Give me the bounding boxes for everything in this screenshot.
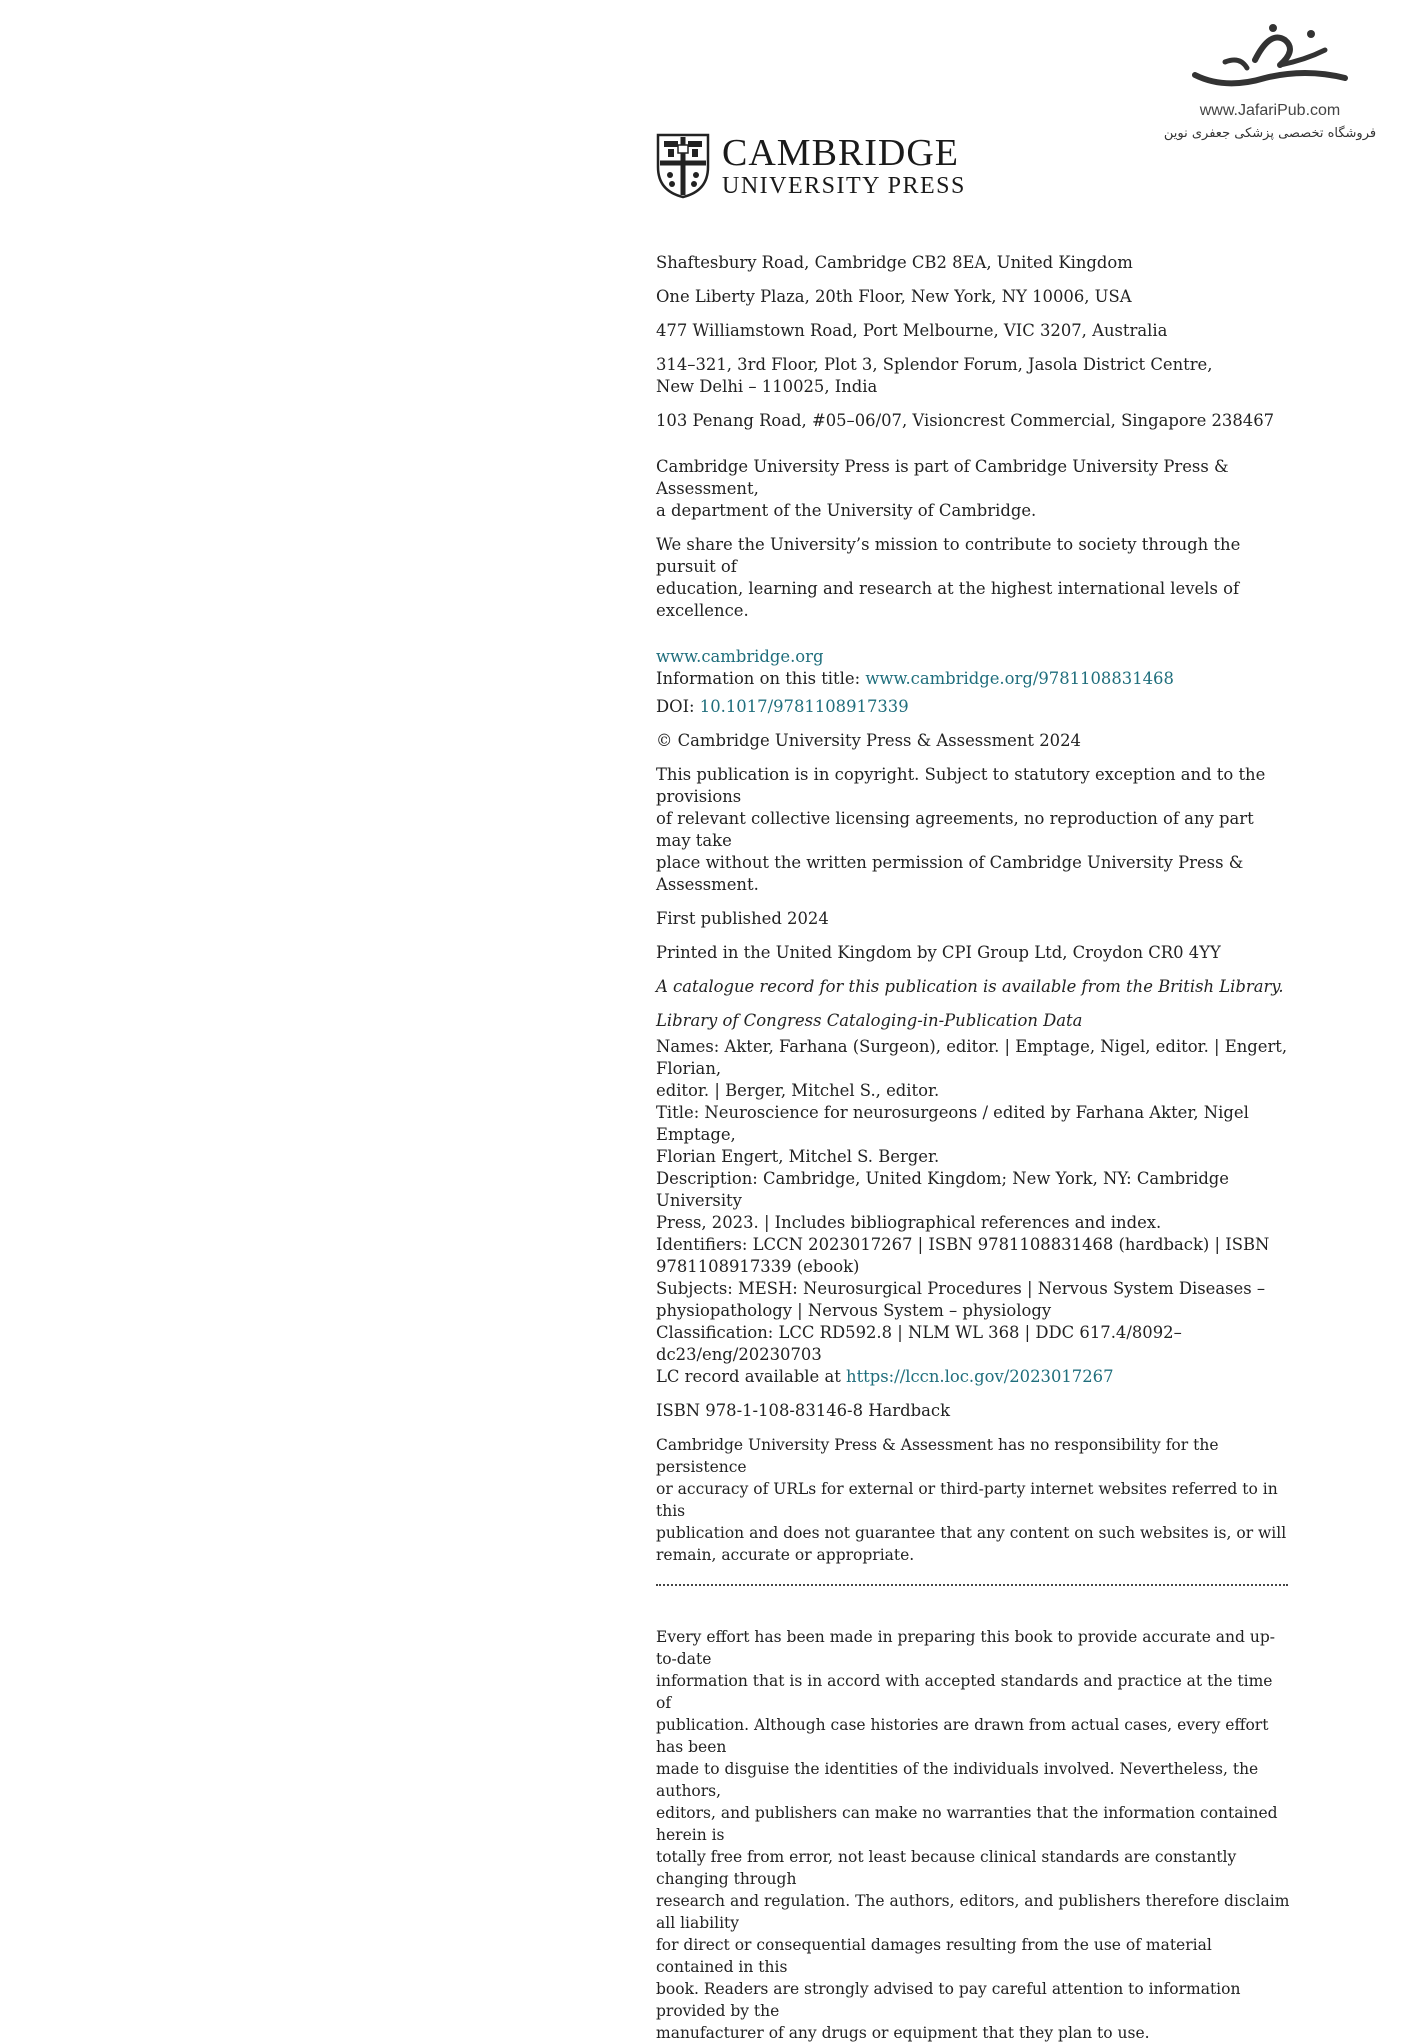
- watermark-store-name: فروشگاه تخصصی پزشکی جعفری نوین: [1163, 126, 1377, 141]
- info-title-link[interactable]: www.cambridge.org/9781108831468: [865, 669, 1174, 688]
- copyright-notice-line2: of relevant collective licensing agreements, no reproduction of any part may take: [656, 809, 1254, 850]
- isbn-hardback: ISBN 978-1-108-83146-8 Hardback: [656, 1401, 950, 1420]
- printed-in: Printed in the United Kingdom by CPI Group Ltd, Croydon CR0 4YY: [656, 943, 1221, 962]
- address-cambridge: Shaftesbury Road, Cambridge CB2 8EA, United Kingdom: [656, 253, 1133, 272]
- cip-line: Title: Neuroscience for neurosurgeons / edited by Farhana Akter, Nigel Emptage,: [656, 1103, 1249, 1144]
- cip-line: editor. | Berger, Mitchel S., editor.: [656, 1081, 940, 1100]
- cip-line: Florian Engert, Mitchel S. Berger.: [656, 1147, 940, 1166]
- address-new-york: One Liberty Plaza, 20th Floor, New York, NY 10006, USA: [656, 287, 1132, 306]
- address-melbourne: 477 Williamstown Road, Port Melbourne, VIC 3207, Australia: [656, 321, 1168, 340]
- cip-line: 9781108917339 (ebook): [656, 1257, 860, 1276]
- about-mission-line1: We share the University’s mission to contribute to society through the pursuit of: [656, 535, 1241, 576]
- cip-line: Subjects: MESH: Neurosurgical Procedures | Nervous System Diseases –: [656, 1279, 1266, 1298]
- cip-line: Description: Cambridge, United Kingdom; New York, NY: Cambridge University: [656, 1169, 1229, 1210]
- disclaimer-line: manufacturer of any drugs or equipment that they plan to use.: [656, 2024, 1150, 2042]
- website-link[interactable]: www.cambridge.org: [656, 647, 824, 666]
- url-notice-line: remain, accurate or appropriate.: [656, 1546, 915, 1564]
- disclaimer-line: information that is in accord with accepted standards and practice at the time of: [656, 1672, 1273, 1712]
- about-part-of-line1: Cambridge University Press is part of Cambridge University Press & Assessment,: [656, 457, 1229, 498]
- logo-cambridge-text: CAMBRIDGE: [722, 132, 960, 174]
- logo-university-press-text: UNIVERSITY PRESS: [722, 173, 966, 199]
- doi-label: DOI:: [656, 697, 700, 716]
- copyright-page-column: [656, 130, 1292, 2044]
- address-new-delhi-line1: 314–321, 3rd Floor, Plot 3, Splendor Forum, Jasola District Centre,: [656, 355, 1213, 374]
- cip-line: physiopathology | Nervous System – physiology: [656, 1301, 1052, 1320]
- info-title-label: Information on this title:: [656, 669, 866, 688]
- jafaripub-logo-icon: [1185, 20, 1355, 100]
- url-notice-line: Cambridge University Press & Assessment has no responsibility for the persistence: [656, 1436, 1219, 1476]
- medical-disclaimer: [656, 1626, 1292, 2044]
- url-responsibility-notice: [656, 1434, 1292, 1566]
- cambridge-logo: [656, 130, 1292, 202]
- url-notice-line: publication and does not guarantee that any content on such websites is, or will: [656, 1524, 1287, 1542]
- catalogue-record: A catalogue record for this publication is available from the British Library.: [656, 977, 1284, 996]
- dotted-divider: [656, 1584, 1288, 1586]
- cip-line: Identifiers: LCCN 2023017267 | ISBN 9781108831468 (hardback) | ISBN: [656, 1235, 1270, 1254]
- cambridge-shield-icon: [656, 133, 710, 199]
- cip-line: Classification: LCC RD592.8 | NLM WL 368 | DDC 617.4/8092–dc23/eng/20230703: [656, 1323, 1182, 1364]
- doi-link[interactable]: 10.1017/9781108917339: [699, 697, 909, 716]
- disclaimer-line: made to disguise the identities of the individuals involved. Nevertheless, the authors,: [656, 1760, 1259, 1800]
- disclaimer-line: totally free from error, not least because clinical standards are constantly changing through: [656, 1848, 1237, 1888]
- url-notice-line: or accuracy of URLs for external or third-party internet websites referred to in this: [656, 1480, 1278, 1520]
- lc-record-label: LC record available at: [656, 1367, 847, 1386]
- cip-line: Press, 2023. | Includes bibliographical references and index.: [656, 1213, 1162, 1232]
- first-published: First published 2024: [656, 909, 829, 928]
- address-singapore: 103 Penang Road, #05–06/07, Visioncrest Commercial, Singapore 238467: [656, 411, 1275, 430]
- lc-record-link[interactable]: https://lccn.loc.gov/2023017267: [846, 1367, 1114, 1386]
- cip-heading: Library of Congress Cataloging-in-Publication Data: [656, 1011, 1083, 1030]
- about-mission-line2: education, learning and research at the highest international levels of excellence.: [656, 579, 1240, 620]
- about-part-of-line2: a department of the University of Cambridge.: [656, 501, 1037, 520]
- copyright-notice-line3: place without the written permission of Cambridge University Press & Assessment.: [656, 853, 1244, 894]
- disclaimer-line: for direct or consequential damages resulting from the use of material contained in this: [656, 1936, 1212, 1976]
- watermark-url: www.JafariPub.com: [1199, 102, 1341, 119]
- disclaimer-line: publication. Although case histories are drawn from actual cases, every effort has been: [656, 1716, 1269, 1756]
- address-new-delhi-line2: New Delhi – 110025, India: [656, 377, 878, 396]
- disclaimer-line: Every effort has been made in preparing this book to provide accurate and up-to-date: [656, 1628, 1276, 1668]
- copyright-line: © Cambridge University Press & Assessment 2024: [656, 731, 1081, 750]
- cip-line: Names: Akter, Farhana (Surgeon), editor. | Emptage, Nigel, editor. | Engert, Florian,: [656, 1037, 1288, 1078]
- disclaimer-line: book. Readers are strongly advised to pay careful attention to information provided by the: [656, 1980, 1241, 2020]
- copyright-notice-line1: This publication is in copyright. Subject to statutory exception and to the provisions: [656, 765, 1266, 806]
- disclaimer-line: editors, and publishers can make no warranties that the information contained herein is: [656, 1804, 1278, 1844]
- disclaimer-line: research and regulation. The authors, editors, and publishers therefore disclaim all liability: [656, 1892, 1290, 1932]
